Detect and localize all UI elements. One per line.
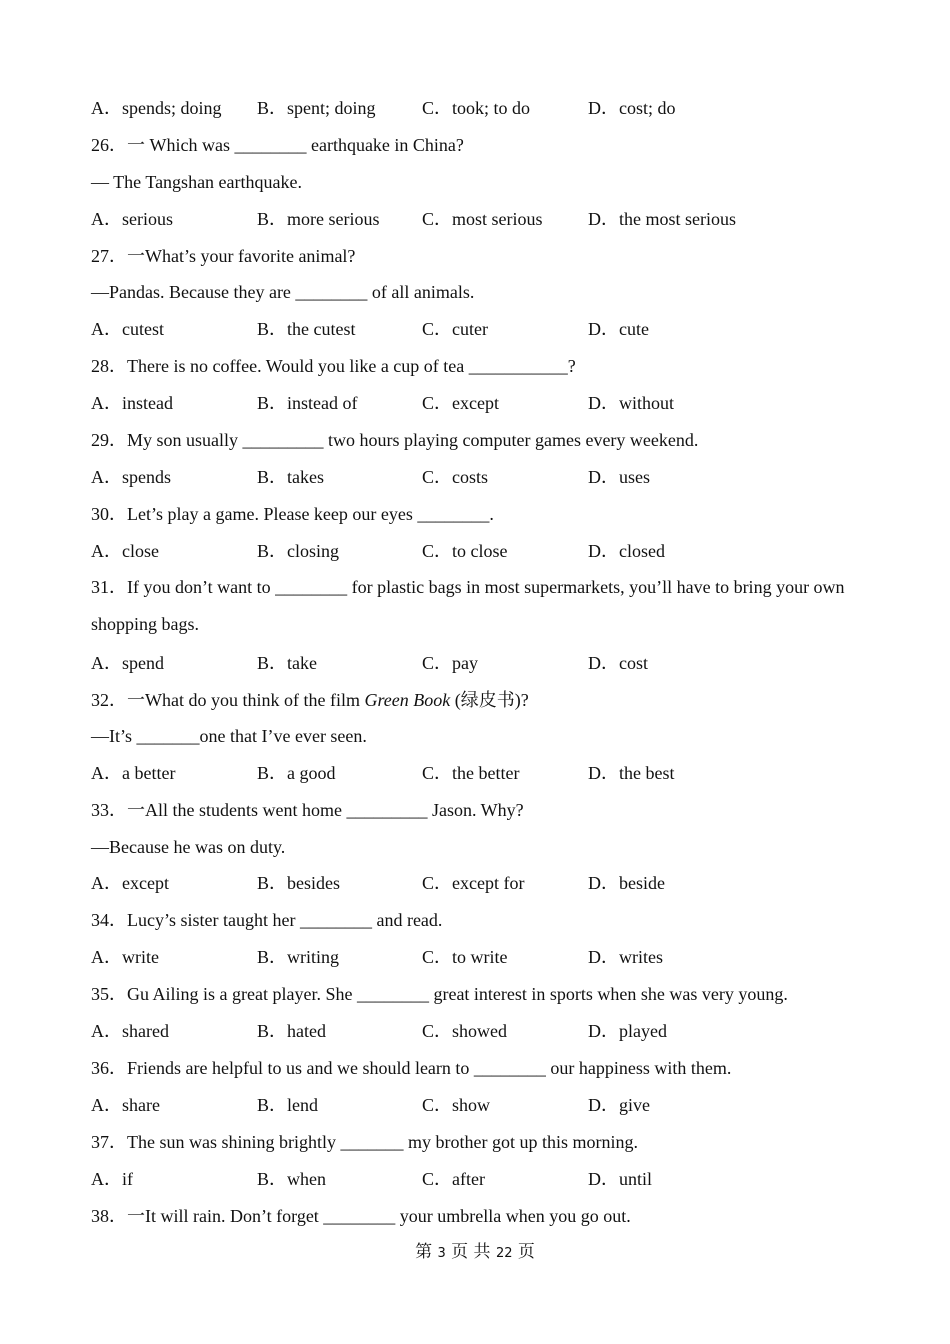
option-b: B．the cutest <box>257 319 356 339</box>
option-a: A．write <box>91 947 159 967</box>
option-d: D．the most serious <box>588 209 736 229</box>
option-b: B．more serious <box>257 209 380 229</box>
footer-suffix: 页 <box>512 1242 535 1262</box>
option-d: D．played <box>588 1021 667 1041</box>
option-a: A．if <box>91 1169 133 1189</box>
option-a: A．cutest <box>91 319 164 339</box>
page-total: 22 <box>495 1246 513 1261</box>
option-a: A．shared <box>91 1021 169 1041</box>
option-a: A．spend <box>91 653 164 673</box>
question-27-answer-line: —Pandas. Because they are ________ of all animals. <box>91 282 475 302</box>
question-30: 30．Let’s play a game. Please keep our eyes ________. <box>91 504 494 524</box>
option-b: B．instead of <box>257 393 358 413</box>
question-37: 37．The sun was shining brightly _______ my brother got up this morning. <box>91 1132 638 1152</box>
option-d: D．cost <box>588 653 648 673</box>
option-d: D．beside <box>588 873 665 893</box>
question-34: 34．Lucy’s sister taught her ________ and read. <box>91 910 443 930</box>
option-d: D．closed <box>588 541 665 561</box>
option-d: D．uses <box>588 467 650 487</box>
option-c: C．showed <box>422 1021 507 1041</box>
option-c: C．except <box>422 393 499 413</box>
option-c: C．to close <box>422 541 508 561</box>
option-b: B．takes <box>257 467 324 487</box>
question-32 <box>91 689 871 711</box>
option-d: D．the best <box>588 763 675 783</box>
option-b: B．besides <box>257 873 340 893</box>
option-a: A．spends; doing <box>91 98 222 118</box>
option-d: D．until <box>588 1169 653 1189</box>
question-26-answer-line: — The Tangshan earthquake. <box>91 172 303 192</box>
question-32-suffix: (绿皮书)? <box>450 690 529 710</box>
option-b: B．lend <box>257 1095 318 1115</box>
question-29: 29．My son usually _________ two hours playing computer games every weekend. <box>91 430 699 450</box>
question-33: 33．一All the students went home _________ Jason. Why? <box>91 800 524 820</box>
option-c: C．took; to do <box>422 98 531 118</box>
option-c: C．the better <box>422 763 520 783</box>
page-number: 3 <box>437 1246 446 1261</box>
option-b: B．hated <box>257 1021 326 1041</box>
question-33-answer-line: —Because he was on duty. <box>91 837 286 857</box>
option-b: B．spent; doing <box>257 98 376 118</box>
question-26: 26．一 Which was ________ earthquake in China? <box>91 135 464 155</box>
option-a: A．spends <box>91 467 171 487</box>
option-b: B．a good <box>257 763 336 783</box>
option-d: D．cute <box>588 319 649 339</box>
question-32-answer-line: —It’s _______one that I’ve ever seen. <box>91 726 367 746</box>
question-32-prefix: 32．一What do you think of the film <box>91 690 365 710</box>
footer-prefix: 第 <box>415 1242 438 1262</box>
option-c: C．after <box>422 1169 485 1189</box>
option-c: C．to write <box>422 947 508 967</box>
option-a: A．instead <box>91 393 173 413</box>
option-c: C．cuter <box>422 319 488 339</box>
option-b: B．writing <box>257 947 340 967</box>
option-c: C．costs <box>422 467 489 487</box>
option-c: C．pay <box>422 653 478 673</box>
option-c: C．show <box>422 1095 491 1115</box>
option-d: D．writes <box>588 947 663 967</box>
option-c: C．most serious <box>422 209 543 229</box>
question-27: 27．一What’s your favorite animal? <box>91 246 356 266</box>
page-footer <box>0 1241 950 1265</box>
option-a: A．share <box>91 1095 160 1115</box>
option-a: A．a better <box>91 763 176 783</box>
question-31: 31．If you don’t want to ________ for plastic bags in most supermarkets, you’ll have to bring your own shopping bags. <box>91 577 845 634</box>
option-d: D．cost; do <box>588 98 676 118</box>
option-a: A．serious <box>91 209 173 229</box>
question-28: 28．There is no coffee. Would you like a cup of tea ___________? <box>91 356 576 376</box>
option-c: C．except for <box>422 873 525 893</box>
film-title: Green Book <box>364 690 451 710</box>
option-b: B．when <box>257 1169 326 1189</box>
question-36: 36．Friends are helpful to us and we should learn to ________ our happiness with them. <box>91 1058 732 1078</box>
option-a: A．close <box>91 541 159 561</box>
option-b: B．closing <box>257 541 340 561</box>
option-a: A．except <box>91 873 169 893</box>
option-d: D．without <box>588 393 675 413</box>
question-35: 35．Gu Ailing is a great player. She ________ great interest in sports when she was very young. <box>91 984 788 1004</box>
option-b: B．take <box>257 653 317 673</box>
question-38: 38．一It will rain. Don’t forget ________ your umbrella when you go out. <box>91 1206 631 1226</box>
option-d: D．give <box>588 1095 650 1115</box>
footer-middle: 页 共 <box>445 1242 496 1262</box>
